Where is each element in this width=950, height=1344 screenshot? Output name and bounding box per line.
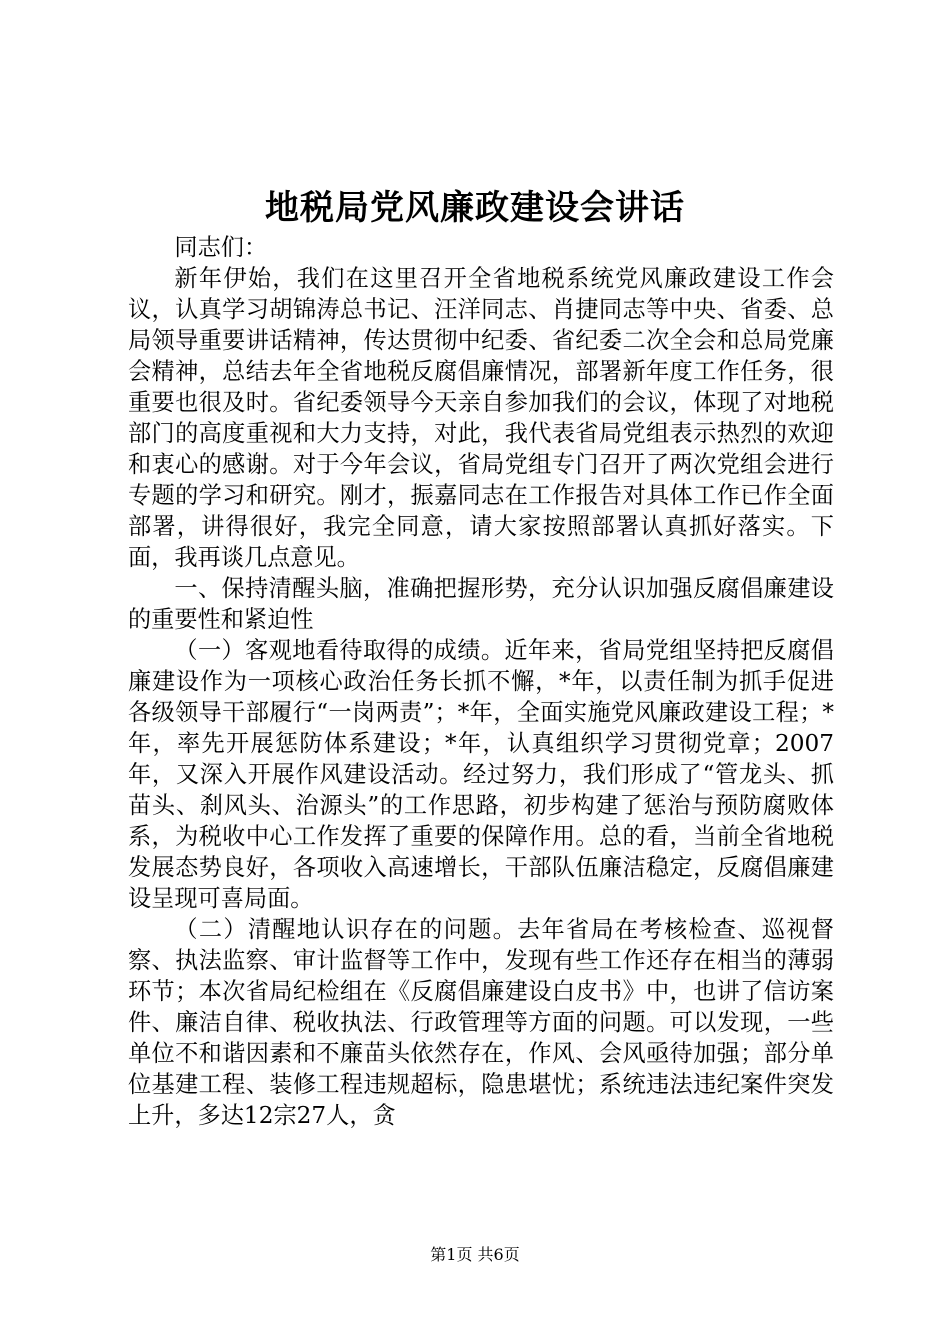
greeting: 同志们：	[174, 234, 268, 261]
paragraph-achievements: （一）客观地看待取得的成绩。近年来，省局党组坚持把反腐倡廉建设作为一项核心政治任务长抓不懈，*年，以责任制为抓手促进各级领导干部履行“一岗两责”；*年，全面实施党风廉政建设工程；*年，率先开展惩防体系建设；*年，认真组织学习贯彻党章；2007年，又深入开展作风建设活动。经过努力，我们形成了“管龙头、抓苗头、刹风头、治源头”的工作思路，初步构建了惩治与预防腐败体系，为税收中心工作发挥了重要的保障作用。总的看，当前全省地税发展态势良好，各项收入高速增长，干部队伍廉洁稳定，反腐倡廉建设呈现可喜局面。	[128, 637, 834, 912]
document-title: 地税局党风廉政建设会讲话	[265, 188, 685, 228]
document-body	[128, 232, 834, 1131]
paragraph-intro: 新年伊始，我们在这里召开全省地税系统党风廉政建设工作会议，认真学习胡锦涛总书记、汪洋同志、肖捷同志等中央、省委、总局领导重要讲话精神，传达贯彻中纪委、省纪委二次全会和总局党廉会精神，总结去年全省地税反腐倡廉情况，部署新年度工作任务，很重要也很及时。省纪委领导今天亲自参加我们的会议，体现了对地税部门的高度重视和大力支持，对此，我代表省局党组表示热烈的欢迎和衷心的感谢。对于今年会议，省局党组专门召开了两次党组会进行专题的学习和研究。刚才，振嘉同志在工作报告对具体工作已作全面部署，讲得很好，我完全同意，请大家按照部署认真抓好落实。下面，我再谈几点意见。	[128, 265, 834, 571]
page-number-footer: 第1页 共6页	[430, 1245, 520, 1264]
paragraph-problems: （二）清醒地认识存在的问题。去年省局在考核检查、巡视督察、执法监察、审计监督等工作中，发现有些工作还存在相当的薄弱环节；本次省局纪检组在《反腐倡廉建设白皮书》中，也讲了信访案件、廉洁自律、税收执法、行政管理等方面的问题。可以发现，一些单位不和谐因素和不廉苗头依然存在，作风、会风亟待加强；部分单位基建工程、装修工程违规超标，隐患堪忧；系统违法违纪案件突发上升，多达12宗27人，贪	[128, 916, 834, 1129]
section-heading-1: 一、保持清醒头脑，准确把握形势，充分认识加强反腐倡廉建设的重要性和紧迫性	[128, 575, 834, 633]
